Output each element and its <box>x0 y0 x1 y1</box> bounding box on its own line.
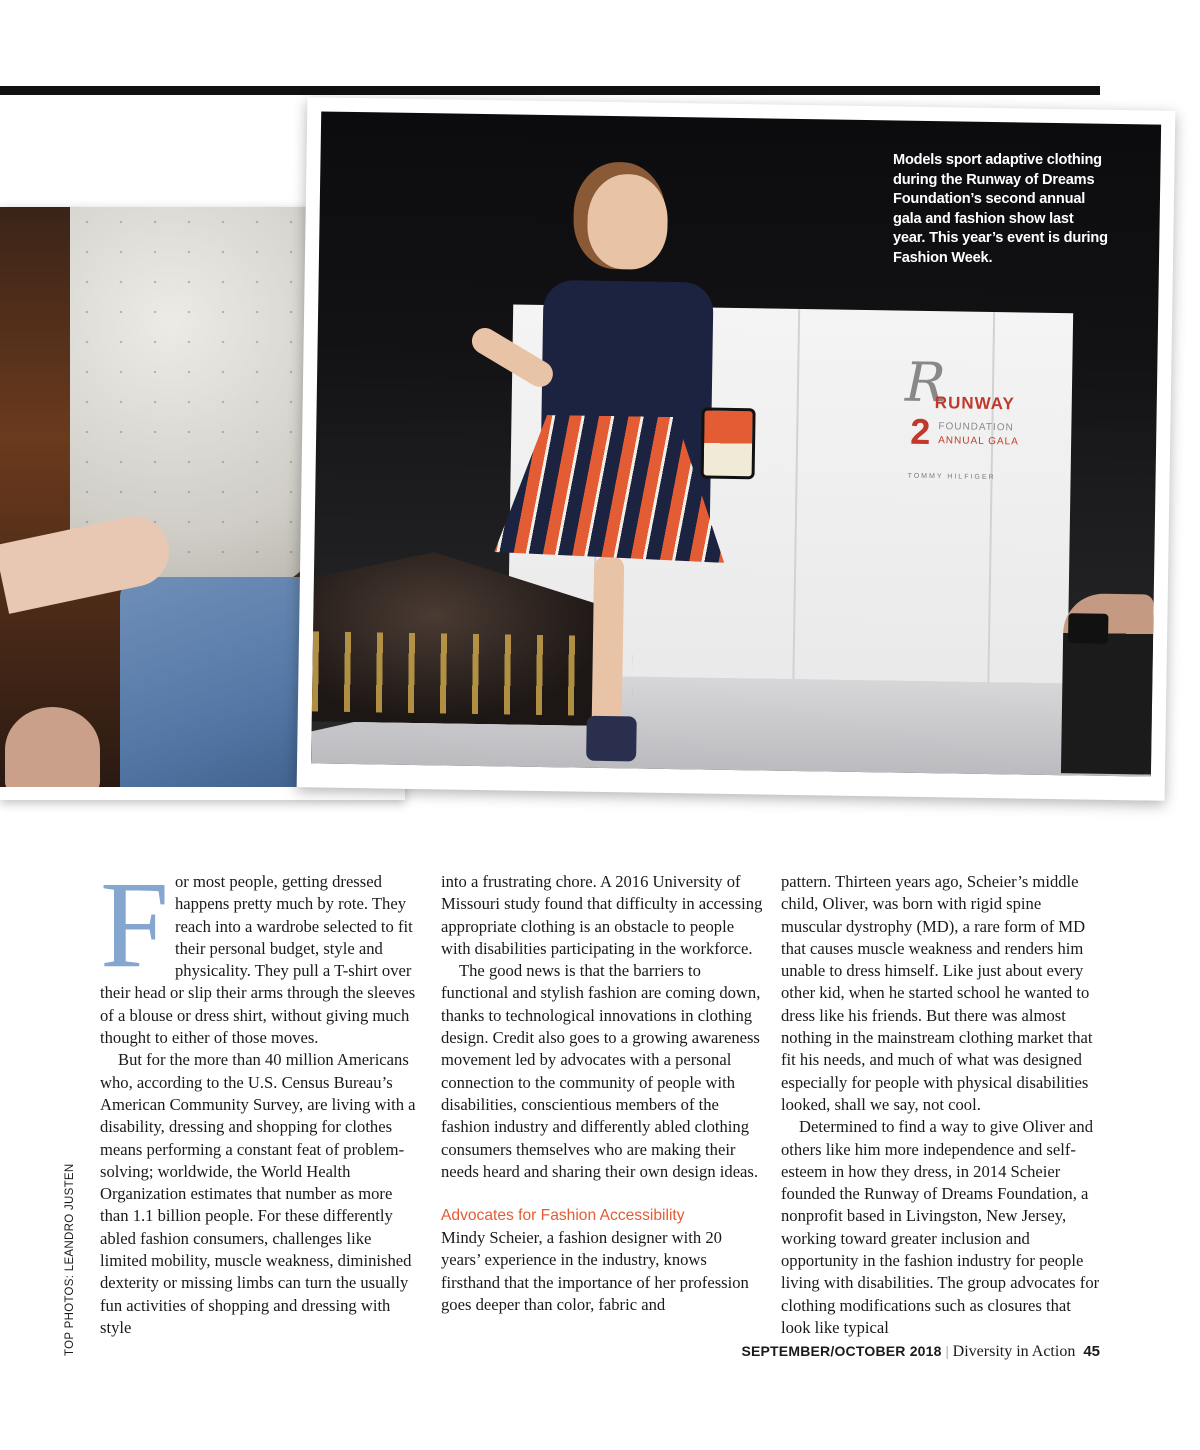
runway-of-dreams-logo: R RUNWAY 2 FOUNDATION ANNUAL GALA TOMMY HILFIGER <box>904 350 1019 482</box>
article-column-1 <box>100 856 422 1339</box>
article-paragraph: Mindy Scheier, a fashion designer with 20 years’ experience in the industry, knows firsthand that the importance of her profession goes deeper than color, fabric and <box>441 1228 749 1315</box>
section-subhead: Advocates for Fashion Accessibility <box>441 1207 685 1225</box>
article-paragraph: Determined to find a way to give Oliver and others like him more independence and self-esteem in how they dress, in 2014 Scheier founded the Runway of Dreams Foundation, a nonprofit based in Livingston, New Jersey, working toward greater inclusion and opportunity in the fashion industry for people living with disabilities. The group advocates for clothing modifications such as closures that look like typical <box>781 1117 1100 1337</box>
article-column-3 <box>781 871 1103 1339</box>
top-rule <box>0 86 1100 95</box>
model-handbag <box>701 407 756 479</box>
article-column-2 <box>441 871 763 1316</box>
magazine-name: Diversity in Action <box>952 1343 1076 1360</box>
article-paragraph: The good news is that the barriers to functional and stylish fashion are coming down, thanks to technological innovations in clothing design. Credit also goes to a growing awareness movement led by advocates with a personal connection to the community of people with disabilities, conscientious members of the fashion industry and differently abled clothing consumers themselves who are making their needs heard and sharing their own design ideas. <box>441 961 761 1181</box>
photo-caption: Models sport adaptive clothing during the Runway of Dreams Foundation’s second annual gala and fashion show last year. This year’s event is during Fashion Week. <box>893 152 1108 266</box>
audience-head <box>5 707 100 787</box>
page-number: 45 <box>1083 1343 1100 1360</box>
footer-separator: | <box>945 1344 949 1360</box>
photo-credit: TOP PHOTOS: LEANDRO JUSTEN <box>64 1163 76 1356</box>
model-shoe <box>586 716 637 762</box>
article-paragraph: For most people, getting dressed happens pretty much by rote. They reach into a wardrobe selected to fit their personal budget, style and physicality. They pull a T-shirt over their head or slip their arms through the sleeves of a blouse or dress shirt, without giving much thought to either of those moves. <box>100 856 416 1048</box>
article-paragraph: pattern. Thirteen years ago, Scheier’s middle child, Oliver, was born with rigid spine muscular dystrophy (MD), a rare form of MD that causes muscle weakness and renders him unable to dress himself. Like just about every other kid, when he started school he wanted to dress like his friends. But there was almost nothing in the mainstream clothing market that fit his needs, and much of what was designed especially for people with physical disabilities looked, shall we say, not cool. <box>781 872 1093 1114</box>
article-paragraph: into a frustrating chore. A 2016 University of Missouri study found that difficulty in accessing appropriate clothing is an obstacle to people with disabilities participating in the workforce. <box>441 872 763 958</box>
model-head <box>587 174 668 270</box>
issue-date: SEPTEMBER/OCTOBER 2018 <box>741 1343 942 1359</box>
drop-cap: F <box>100 856 169 993</box>
page-footer <box>741 1343 1100 1361</box>
article-paragraph: But for the more than 40 million Americans who, according to the U.S. Census Bureau’s American Community Survey, are living with a disability, dressing and shopping for clothes means performing a constant feat of problem-solving; worldwide, the World Health Organization estimates that number as more than 1.1 billion people. For these differently abled fashion consumers, challenges like limited mobility, muscle weakness, diminished dexterity or missing limbs can turn the usually fun activities of shopping and dressing with style <box>100 1050 416 1337</box>
gold-chairs <box>312 631 633 716</box>
camera <box>1068 613 1108 644</box>
